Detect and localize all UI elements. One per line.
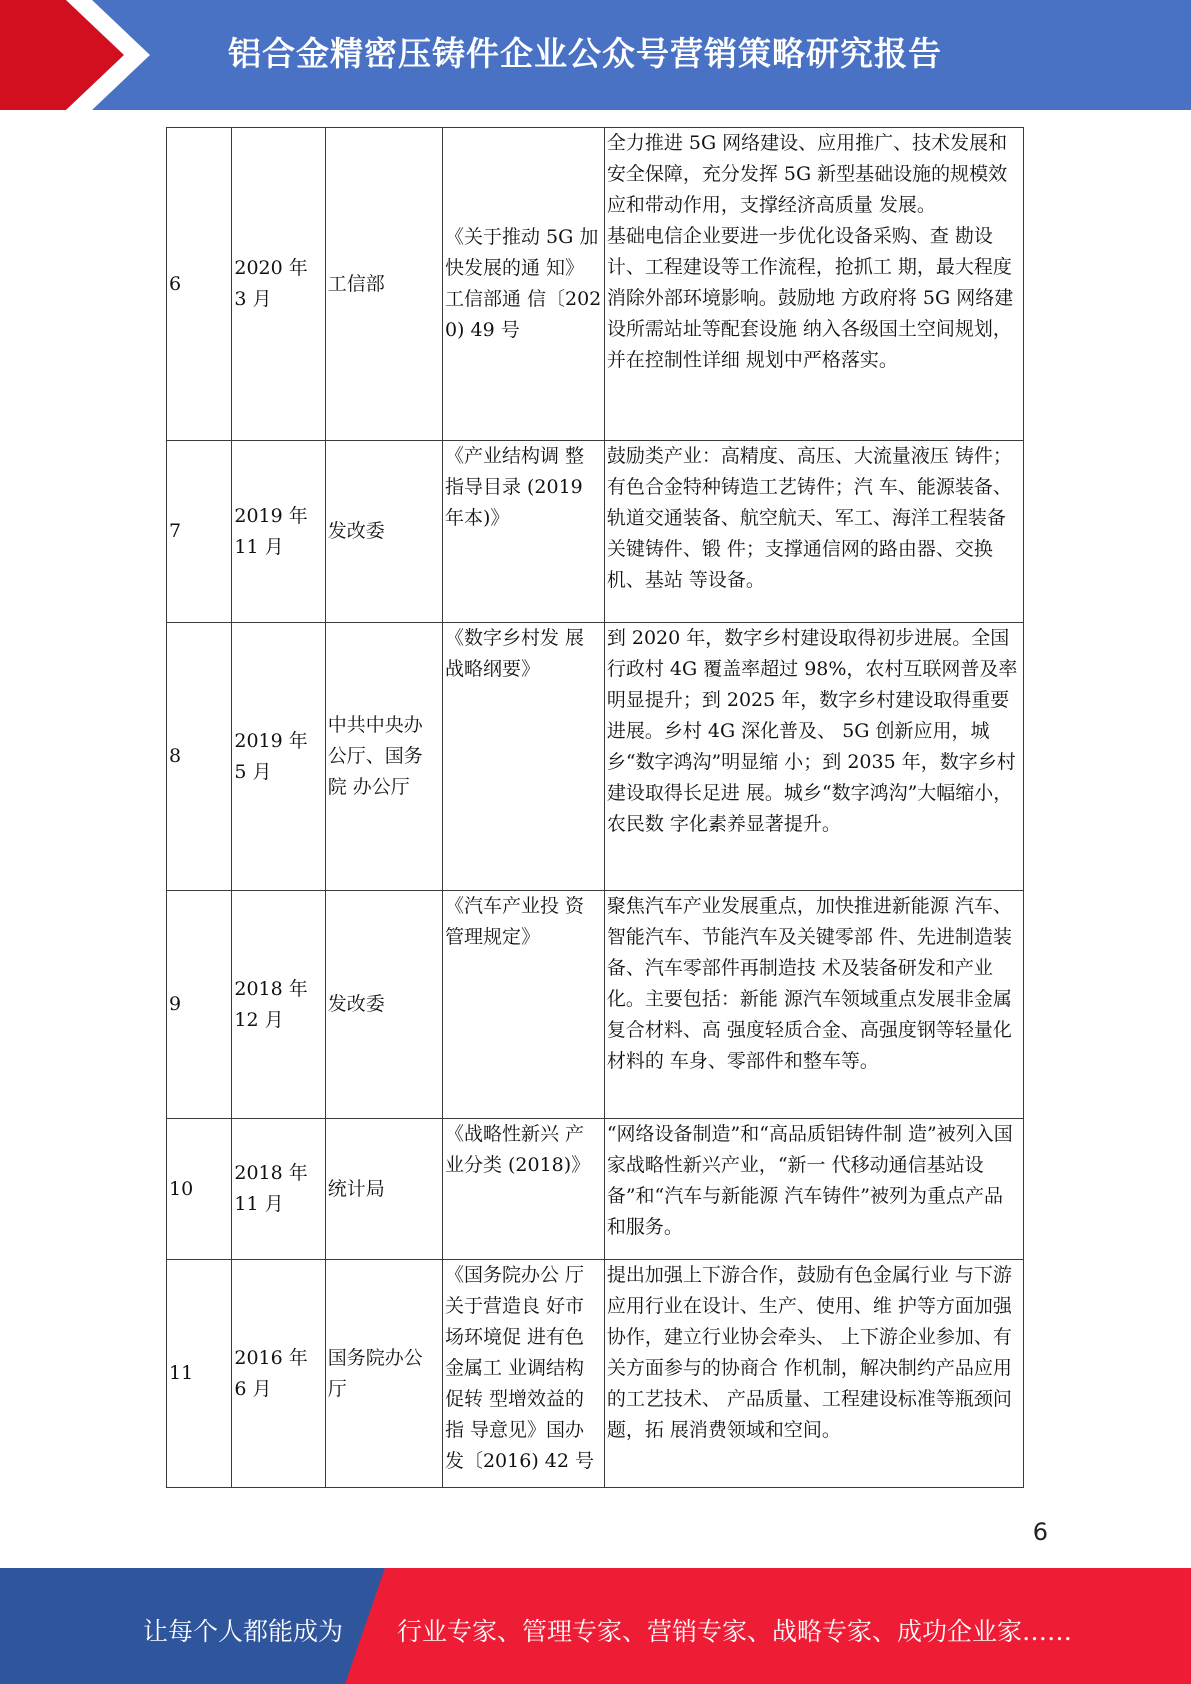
row-content-text: 提出加强上下游合作，鼓励有色金属行业 与下游应用行业在设计、生产、使用、维 护等方面加强协作，建立行业协会牵头、 上下游企业参加、有关方面参与的协商合 作机制，解决制约产品应用的工艺技术、 产品质量、工程建设标准等瓶颈问题，拓 展消费领域和空间。 (606, 1264, 1012, 1441)
footer-slogan-right: 行业专家、管理专家、营销专家、战略专家、成功企业家…… (397, 1617, 1073, 1646)
row-number-cell (167, 891, 232, 1119)
row-number-text: 6 (169, 272, 182, 295)
row-department-cell (325, 128, 442, 441)
row-date-text: 2016 年 6 月 (234, 1346, 308, 1400)
row-document-cell (442, 891, 604, 1119)
row-department-cell (325, 1260, 442, 1488)
row-content-cell (604, 891, 1023, 1119)
table-row (167, 891, 1024, 1119)
row-number-text: 9 (169, 993, 182, 1015)
row-date-cell (232, 128, 325, 441)
row-content-text: 聚焦汽车产业发展重点，加快推进新能源 汽车、智能汽车、节能汽车及关键零部 件、先进制造装备、汽车零部件再制造技 术及装备研发和产业化。主要包括：新能 源汽车领域重点发展非金属复合材料、高 强度轻质合金、高强度钢等轻量化材料的 车身、零部件和整车等。 (606, 895, 1012, 1072)
row-content-text: 到 2020 年，数字乡村建设取得初步进展。全国行政村 4G 覆盖率超过 98%，农村互联网普及率明显提升；到 2025 年，数字乡村建设取得重要进展。乡村 4G 深化普及、 5G 创新应用，城乡“数字鸿沟”明显缩 小；到 2035 年，数字乡村建设取得长足进 展。城乡“数字鸿沟”大幅缩小，农民数 字化素养显著提升。 (606, 627, 1018, 835)
row-number-cell (167, 1119, 232, 1260)
header-chevron-decoration (0, 0, 160, 110)
row-number-cell (167, 623, 232, 891)
header-band (0, 0, 1191, 110)
row-department-cell (325, 623, 442, 891)
row-content-cell (604, 623, 1023, 891)
header-title: 铝合金精密压铸件企业公众号营销策略研究报告 (228, 34, 942, 73)
row-date-cell (232, 1260, 325, 1488)
row-date-text: 2018 年 12 月 (234, 977, 308, 1031)
row-document-text: 《汽车产业投 资管理规定》 (444, 895, 585, 948)
row-date-text: 2018 年 11 月 (234, 1162, 308, 1215)
footer-slogan-left: 让每个人都能成为 (143, 1617, 344, 1646)
row-department-text: 中共中央办公厅、国务院 办公厅 (327, 714, 423, 798)
policy-table (166, 127, 1024, 1488)
row-date-text: 2020 年 3 月 (234, 257, 308, 310)
row-document-text: 《产业结构调 整指导目录 (2019 年本)》 (444, 445, 585, 529)
page-number: 6 (1032, 1518, 1048, 1546)
row-document-text: 《国务院办公 厅关于营造良 好市场环境促 进有色金属工 业调结构促转 型增效益的指 导意见》国办 发〔2016) 42 号 (444, 1264, 594, 1472)
row-department-cell (325, 891, 442, 1119)
row-content-text: 鼓励类产业：高精度、高压、大流量液压 铸件；有色合金特种铸造工艺铸件；汽 车、能源装备、轨道交通装备、航空航天、军工、海洋工程装备关键铸件、锻 件；支撑通信网的路由器、交换机、基站 等设备。 (606, 445, 1012, 591)
row-number-cell (167, 441, 232, 623)
row-date-cell (232, 623, 325, 891)
table-row (167, 128, 1024, 441)
row-date-text: 2019 年 11 月 (234, 504, 308, 558)
row-content-text: “网络设备制造”和“高品质铝铸件制 造”被列入国家战略性新兴产业，“新一 代移动通信基站设备”和“汽车与新能源 汽车铸件”被列为重点产品和服务。 (606, 1123, 1013, 1238)
row-document-text: 《数字乡村发 展战略纲要》 (444, 627, 585, 680)
row-date-cell (232, 1119, 325, 1260)
row-department-text: 发改委 (327, 520, 385, 542)
table-row (167, 623, 1024, 891)
row-content-cell (604, 441, 1023, 623)
row-number-cell (167, 128, 232, 441)
row-department-text: 统计局 (327, 1177, 385, 1200)
footer-band (0, 1568, 1191, 1684)
row-department-text: 发改委 (327, 993, 385, 1015)
row-document-cell (442, 1260, 604, 1488)
row-number-text: 8 (169, 745, 182, 767)
row-date-cell (232, 891, 325, 1119)
row-number-text: 11 (169, 1362, 194, 1384)
row-content-cell (604, 1260, 1023, 1488)
row-department-cell (325, 441, 442, 623)
table-row (167, 441, 1024, 623)
row-number-cell (167, 1260, 232, 1488)
row-date-cell (232, 441, 325, 623)
row-department-text: 国务院办公厅 (327, 1346, 423, 1400)
row-content-cell (604, 1119, 1023, 1260)
row-document-text: 《关于推动 5G 加快发展的通 知》工信部通 信〔2020) 49 号 (444, 226, 602, 341)
row-document-cell (442, 1119, 604, 1260)
row-document-cell (442, 128, 604, 441)
row-document-cell (442, 623, 604, 891)
row-document-text: 《战略性新兴 产业分类 (2018)》 (444, 1123, 591, 1176)
row-department-text: 工信部 (327, 272, 385, 295)
row-date-text: 2019 年 5 月 (234, 729, 308, 783)
row-number-text: 7 (169, 520, 182, 542)
table-row (167, 1260, 1024, 1488)
policy-table-body (167, 128, 1024, 1488)
row-department-cell (325, 1119, 442, 1260)
table-row (167, 1119, 1024, 1260)
row-document-cell (442, 441, 604, 623)
row-content-text: 全力推进 5G 网络建设、应用推广、技术发展和安全保障，充分发挥 5G 新型基础设施的规模效应和带动作用，支撑经济高质量 发展。 基础电信企业要进一步优化设备采购、查 勘设计、工程建设等工作流程，抢抓工 期，最大程度消除外部环境影响。鼓励地 方政府将 5G 网络建设所需站址等配套设施 纳入各级国土空间规划，并在控制性详细 规划中严格落实。 (606, 132, 1014, 371)
row-content-cell (604, 128, 1023, 441)
row-number-text: 10 (169, 1177, 194, 1200)
